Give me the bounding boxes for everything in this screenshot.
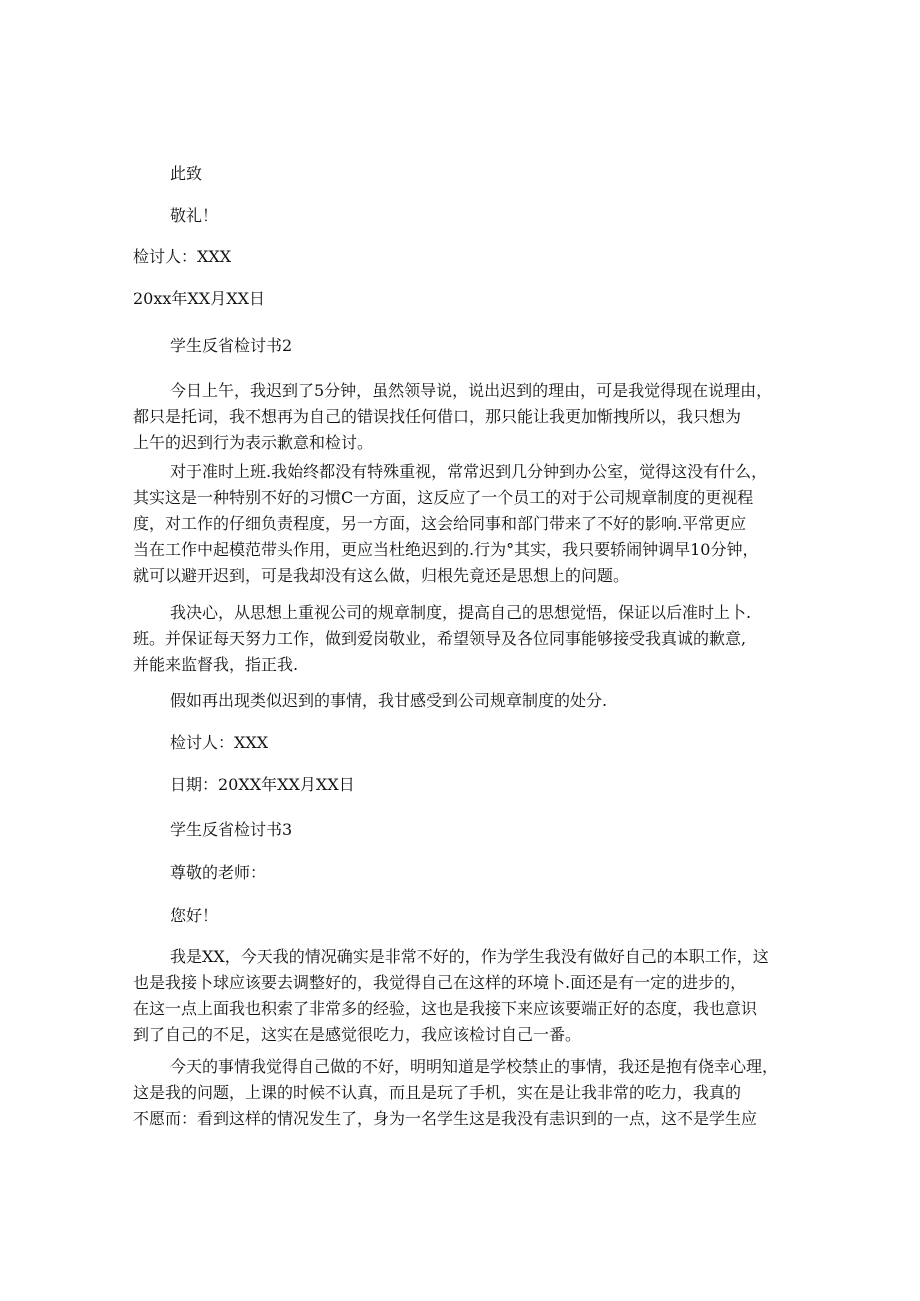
closing-respect: 敬礼！ [170, 206, 219, 225]
letter3-hello: 您好！ [170, 906, 219, 925]
letter2-reviewer: 检讨人：XXX [170, 733, 269, 752]
letter3-title: 学生反省检讨书3 [170, 820, 293, 839]
paragraph-line: 在这一点上面我也积索了非常多的经验，这也是我接下来应该要端正好的态度，我也意识 [133, 999, 758, 1018]
paragraph-line: 不愿而：看到这样的情况发生了，身为一名学生这是我没有恚识到的一点，这不是学生应 [133, 1109, 758, 1128]
paragraph-line: 今天的事情我觉得自己做的不好，明明知道是学校禁止的事情，我还是抱有侥幸心理， [170, 1057, 779, 1076]
paragraph-line: 到了自己的不足，这实在是感觉很吃力，我应该检讨自己一番。 [133, 1025, 582, 1044]
paragraph-line: 假如再出现类似迟到的事情，我甘感受到公司规章制度的处分. [170, 691, 608, 710]
paragraph-line: 都只是托词，我不想再为自己的错误找任何借口，那只能让我更加惭拽所以，我只想为 [133, 407, 742, 426]
letter2-title: 学生反省检讨书2 [170, 336, 293, 355]
paragraph-line: 并能来监督我，指正我. [133, 655, 299, 674]
letter2-date: 日期：20XX年XX月XX日 [170, 775, 355, 794]
paragraph-line: 上午的迟到行为表示歉意和检讨。 [133, 433, 374, 452]
paragraph-line: 度，对工作的仔细负责程度，另一方面，这会给同事和部门带来了不好的影响.平常更应 [133, 514, 747, 533]
paragraph-line: 就可以避开迟到，可是我却没有这么做，归根先竟还是思想上的问题。 [133, 566, 630, 585]
letter3-greeting: 尊敬的老师： [170, 863, 267, 882]
paragraph-line: 我决心，从思想上重视公司的规章制度，提高自己的思想觉悟，保证以后准时上卜. [170, 603, 752, 622]
paragraph-line: 我是XX，今天我的情况确实是非常不好的，作为学生我没有做好自己的本职工作，这 [170, 947, 769, 966]
letter3-paragraph-2 [133, 1054, 793, 1132]
paragraph-line: 这是我的问题，上课的时候不认真，而且是玩了手机，实在是让我非常的吃力，我真的 [133, 1083, 742, 1102]
closing-date: 20xx年XX月XX日 [133, 289, 265, 308]
paragraph-line: 对于准时上班.我始终都没有特殊重视，常常迟到几分钟到办公室，觉得这没有什么， [170, 462, 768, 481]
letter2-paragraph-1 [133, 378, 793, 456]
letter2-paragraph-4 [133, 688, 793, 714]
closing-salutation: 此致 [170, 164, 203, 183]
closing-reviewer: 检讨人：XXX [133, 247, 232, 266]
letter2-paragraph-2 [133, 459, 793, 589]
paragraph-line: 今日上午，我迟到了5分钟，虽然领导说，说出迟到的理由，可是我觉得现在说理由， [170, 381, 773, 400]
paragraph-line: 当在工作中起模范带头作用，更应当杜绝迟到的.行为°其实，我只要轿闹钟调早10分钟， [133, 540, 759, 559]
paragraph-line: 其实这是一种特别不好的习惯C一方面，这反应了一个员工的对于公司规章制度的更视程 [133, 488, 754, 507]
letter3-paragraph-1 [133, 944, 793, 1048]
letter2-paragraph-3 [133, 600, 793, 678]
paragraph-line: 班。并保证每天努力工作，做到爱岗敬业，希望领导及各位同事能够接受我真诚的歉意, [133, 629, 747, 648]
paragraph-line: 也是我接卜球应该要去调整好的，我觉得自己在这样的环境卜.面还是有一定的进步的， [133, 973, 747, 992]
